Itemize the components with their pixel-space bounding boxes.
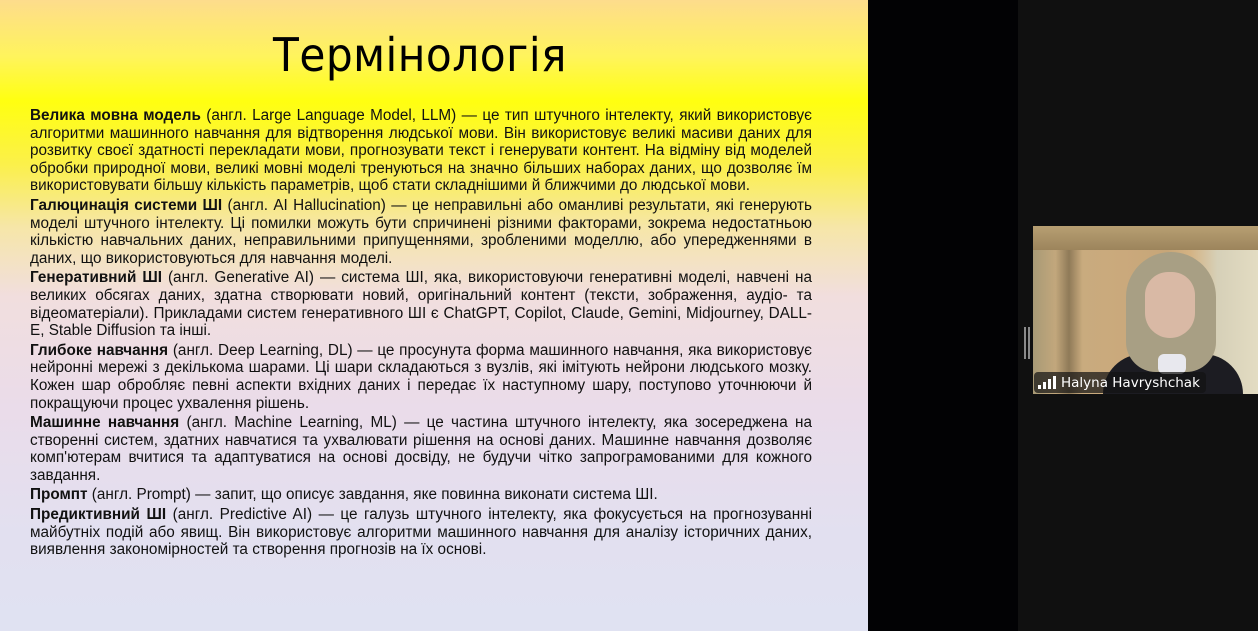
term-name: Предиктивний ШІ: [30, 506, 167, 524]
term-definition: (англ. AI Hallucination) — це неправильні або оманливі результати, які генерують моделі штучного інтелекту. Ці помилки можуть бути спричинені різними факторами, зокрема недостатньою кількістю навчальних даних, неправильними припущеннями, зробленими моделлю, або упередженнями в даних, що використовуються для навчання моделі.: [30, 196, 812, 267]
term-item: [30, 506, 812, 559]
term-name: Промпт: [30, 486, 88, 504]
term-name: Глибоке навчання: [30, 341, 169, 359]
term-name: Генеративний ШІ: [30, 269, 162, 287]
term-item: [30, 486, 812, 504]
participant-name: Halyna Havryshchak: [1061, 374, 1200, 391]
term-definition: (англ. Machine Learning, ML) — це частина штучного інтелекту, яка зосереджена на створенні систем, здатних навчатися та ухвалювати рішення на основі даних. Машинне навчання дозволяє комп'ютерам вчитися та адаптуватися на основі досвіду, не будучи чітко запрограмованими для кожного завдання.: [30, 414, 812, 484]
slide-title: Термінологія: [273, 28, 567, 82]
terms-list: [30, 107, 812, 561]
screen-share-letterbox: [868, 0, 1018, 631]
signal-strength-icon: [1038, 376, 1056, 389]
term-definition: (англ. Prompt) — запит, що описує завдання, яке повинна виконати система ШІ.: [87, 486, 658, 504]
term-name: Велика мовна модель: [30, 107, 201, 124]
term-definition: (англ. Large Language Model, LLM) — це тип штучного інтелекту, який використовує алгоритми машинного навчання для відтворення людської мови. Він використовує великі масиви даних для розвитку своєї здатності перекладати мови, прогнозувати текст і генерувати контент. На відміну від моделей обробки природної мови, великі мовні моделі тренуються на значно більших наборах даних, що дозволяє їм використовувати більшу кількість параметрів, щоб стати складнішими й ближчими до людської мови.: [30, 107, 812, 195]
term-item: [30, 197, 812, 267]
term-item: [30, 414, 812, 484]
term-name: Машинне навчання: [30, 414, 180, 432]
term-item: [30, 107, 812, 195]
video-background: [1033, 226, 1258, 250]
panel-resize-handle[interactable]: [1024, 327, 1030, 359]
term-item: [30, 342, 812, 412]
participant-face: [1145, 272, 1195, 338]
term-definition: (англ. Generative AI) — система ШІ, яка, використовуючи генеративні моделі, навчені на великих обсягах даних, здатна створювати новий, оригінальний контент (тексти, зображення, аудіо- та відеоматеріали). Прикладами систем генеративного ШІ є ChatGPT, Copilot, Claude, Gemini, Midjourney, DALL-E, Stable Diffusion та інші.: [30, 269, 812, 340]
participant-name-label: [1034, 372, 1206, 393]
participant-video-tile[interactable]: [1033, 226, 1258, 394]
participant-collar: [1158, 354, 1186, 374]
term-definition: (англ. Deep Learning, DL) — це просунута форма машинного навчання, яка використовує нейронні мережі з декількома шарами. Ці шари складаються з вузлів, які імітують нейрони людського мозку. Кожен шар обробляє певні аспекти вхідних даних і передає їх наступному шару, поступово уточнюючи й покращуючи процес ухвалення рішень.: [30, 341, 812, 412]
term-definition: (англ. Predictive AI) — це галузь штучного інтелекту, яка фокусується на прогнозуванні майбутніх подій або явищ. Він використовує алгоритми машинного навчання для аналізу історичних даних, виявлення закономірностей та створення прогнозів на їх основі.: [30, 506, 812, 559]
term-item: [30, 269, 812, 339]
term-name: Галюцинація системи ШІ: [30, 196, 223, 214]
